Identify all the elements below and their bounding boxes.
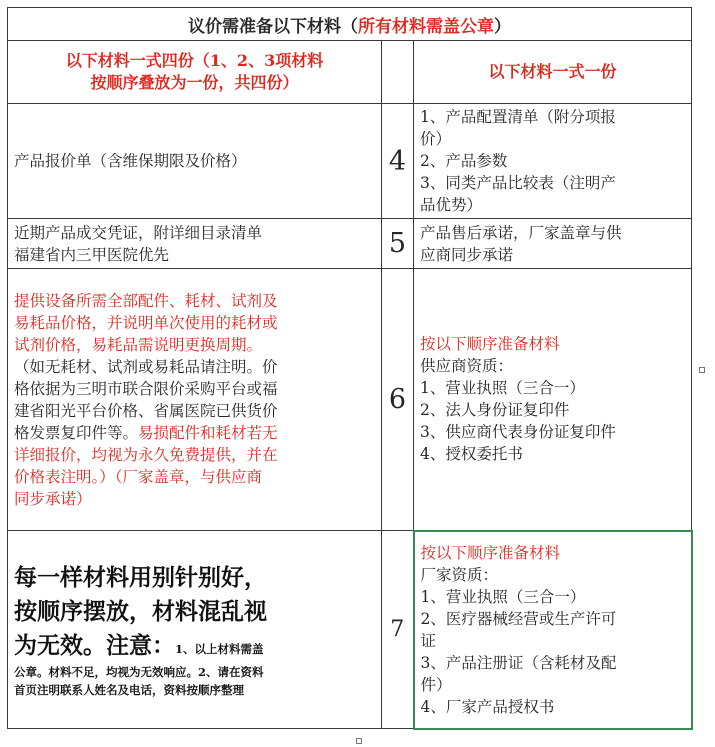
row-7-right-line: 厂家资质： (420, 565, 499, 584)
row-7-number: 7 (382, 531, 414, 729)
row-4-right-line: 品优势） (420, 196, 483, 214)
row-6-right-line: 4、授权委托书 (420, 445, 523, 464)
table-row (8, 219, 692, 269)
row-5-right-line: 应商同步承诺 (420, 245, 514, 264)
row-6-right-line: 1、营业执照（三合一） (420, 379, 585, 398)
row-7-right-line: 4、厂家产品授权书 (420, 697, 555, 716)
row-5-right-line: 产品售后承诺，厂家盖章与供 (420, 223, 622, 242)
row-6-left-line: 易耗品价格，并说明单次使用的耗材或 (14, 313, 278, 332)
row-7-right-line: 件） (420, 675, 452, 694)
row-6-left-segment: 易损配件和耗材若无 (138, 423, 278, 442)
title-row (8, 8, 692, 41)
row-7-right-line: 证 (420, 631, 437, 650)
row-7-small-line: 公章。材料不足，均视为无效响应。2、请在资料 (14, 664, 264, 679)
row-6-left-line: （如无耗材、试剂或易耗品请注明。价 (14, 357, 278, 376)
row-6-right-line: 2、法人身份证复印件 (420, 401, 570, 420)
row-4-right-line: 3、同类产品比较表（注明产 (420, 174, 616, 192)
materials-table (7, 7, 693, 730)
row-4-right-line: 2、产品参数 (420, 152, 508, 170)
header-num-cell (382, 41, 414, 104)
row-6-left-line: 详细报价，均视为永久免费提供，并在 (14, 445, 278, 464)
row-6-left-line: 价格表注明。）（厂家盖章，与供应商 (14, 467, 263, 486)
table-title (8, 8, 692, 41)
row-4-right-line: 价） (420, 130, 452, 148)
row-6-right-line: 按以下顺序准备材料 (420, 335, 560, 354)
row-4-right-line: 1、产品配置清单（附分项报 (420, 108, 616, 126)
row-6-left-segment: 格发票复印件等。 (14, 423, 139, 442)
row-6-left-line (14, 422, 375, 444)
row-7-big-line: 每一样材料用别针别好， (14, 563, 267, 591)
title-highlight: 所有材料需盖公章 (358, 16, 494, 37)
row-6-left (8, 269, 382, 531)
row-5-left-line: 近期产品成交凭证，附详细目录清单 (14, 223, 263, 242)
row-4-right (414, 104, 692, 219)
header-left (8, 41, 382, 104)
table-row (8, 531, 692, 729)
row-4-number: 4 (382, 104, 414, 219)
row-7-right (414, 531, 692, 729)
row-4-left (8, 104, 382, 219)
header-left-line: 以下材料一式四份（1、2、3项材料 (65, 51, 324, 70)
row-6-left-line: 同步承诺） (14, 489, 92, 508)
row-7-mixed-line (14, 629, 375, 663)
row-5-left-line: 福建省内三甲医院优先 (14, 245, 170, 264)
row-5-left (8, 219, 382, 269)
row-7-right-line: 2、医疗器械经营或生产许可 (420, 609, 617, 628)
row-5-right (414, 219, 692, 269)
row-7-right-line: 按以下顺序准备材料 (420, 543, 561, 562)
row-7-small-line: 1、以上材料需盖 (175, 641, 264, 656)
row-4-left-line: 产品报价单（含维保期限及价格） (14, 152, 247, 170)
row-6-left-line: 格依据为三明市联合限价采购平台或福 (14, 379, 278, 398)
row-6-right (414, 269, 692, 531)
resize-handle-right[interactable] (699, 367, 705, 373)
row-6-number: 6 (382, 269, 414, 531)
row-7-right-line: 1、营业执照（三合一） (420, 587, 586, 606)
row-6-right-line: 供应商资质： (420, 357, 514, 376)
row-7-big-line: 按顺序摆放，材料混乱视 (14, 597, 267, 625)
title-text: 议价需准备以下材料（ (188, 16, 358, 37)
table-row (8, 269, 692, 531)
row-7-big-line: 为无效。注意： (14, 631, 175, 659)
header-left-line: 按顺序叠放为一份，共四份） (90, 73, 299, 92)
table-row (8, 104, 692, 219)
header-row (8, 41, 692, 104)
resize-handle-bottom[interactable] (356, 738, 362, 744)
row-6-left-line: 试剂价格，易耗品需说明更换周期。 (14, 335, 263, 354)
row-6-left-line: 提供设备所需全部配件、耗材、试剂及 (14, 291, 278, 310)
row-7-right-line: 3、产品注册证（含耗材及配 (420, 653, 617, 672)
row-7-small-line: 首页注明联系人姓名及电话，资料按顺序整理 (14, 682, 244, 697)
row-7-left (8, 531, 382, 729)
row-6-right-line: 3、供应商代表身份证复印件 (420, 423, 616, 442)
row-6-left-line: 建省阳光平台价格、省属医院已供货价 (14, 401, 278, 420)
row-5-number: 5 (382, 219, 414, 269)
title-close: ） (494, 16, 511, 37)
header-right: 以下材料一式一份 (414, 41, 692, 104)
